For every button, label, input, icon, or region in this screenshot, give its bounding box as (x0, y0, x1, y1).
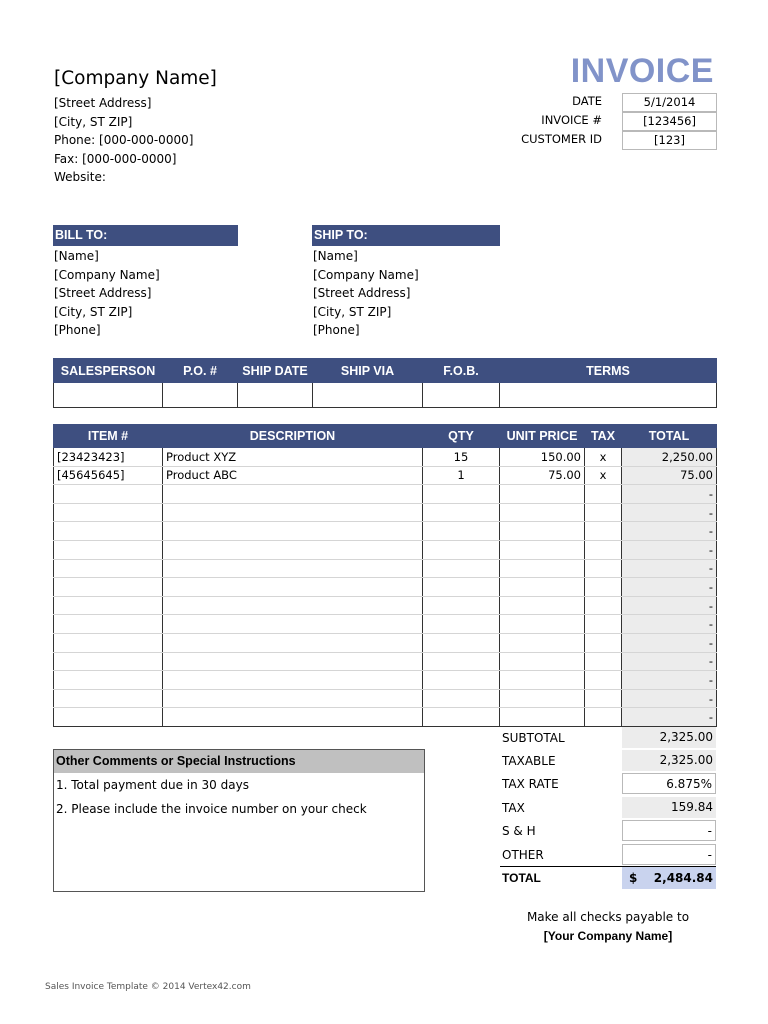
qty-cell[interactable] (423, 522, 500, 541)
subtotal-label: SUBTOTAL (502, 731, 565, 745)
qty-cell[interactable] (423, 615, 500, 634)
description-cell[interactable]: Product ABC (163, 466, 423, 485)
shipping-header-row (54, 359, 717, 383)
bill-to-company: [Company Name] (54, 267, 160, 282)
qty-cell[interactable] (423, 485, 500, 504)
unit-price-cell[interactable] (500, 689, 585, 708)
total-cell: 2,250.00 (622, 448, 717, 467)
item-number-cell[interactable] (54, 578, 163, 597)
qty-cell[interactable] (423, 596, 500, 615)
description-cell[interactable] (163, 708, 423, 727)
unit-price-cell[interactable] (500, 671, 585, 690)
company-website: Website: (54, 170, 106, 185)
shipping-value-row (54, 383, 717, 408)
po-number-field[interactable] (163, 383, 238, 408)
bill-to-street: [Street Address] (54, 286, 152, 301)
table-row (54, 522, 717, 541)
total-cell: - (622, 596, 717, 615)
sh-field[interactable]: - (622, 820, 716, 841)
table-row (54, 633, 717, 652)
item-number-cell[interactable] (54, 522, 163, 541)
table-row (54, 578, 717, 597)
tax-value: 159.84 (622, 797, 716, 818)
description-cell[interactable] (163, 671, 423, 690)
qty-cell[interactable] (423, 503, 500, 522)
total-cell: - (622, 559, 717, 578)
taxable-value: 2,325.00 (622, 750, 716, 771)
salesperson-field[interactable] (54, 383, 163, 408)
total-cell: - (622, 615, 717, 634)
ship-via-field[interactable] (313, 383, 423, 408)
table-row (54, 540, 717, 559)
total-cell: - (622, 708, 717, 727)
ship-via-header: SHIP VIA (313, 359, 423, 383)
description-cell[interactable] (163, 615, 423, 634)
table-row (54, 503, 717, 522)
sh-label: S & H (502, 824, 536, 838)
item-number-cell[interactable]: [23423423] (54, 448, 163, 467)
tax-cell[interactable] (585, 596, 622, 615)
line-items-table (53, 424, 717, 727)
company-city: [City, ST ZIP] (54, 114, 133, 129)
qty-cell[interactable] (423, 652, 500, 671)
fob-field[interactable] (423, 383, 500, 408)
tax-header: TAX (585, 425, 622, 448)
item-number-cell[interactable] (54, 596, 163, 615)
tax-cell[interactable] (585, 708, 622, 727)
tax-cell[interactable] (585, 689, 622, 708)
description-cell[interactable] (163, 522, 423, 541)
total-cell: 75.00 (622, 466, 717, 485)
description-cell[interactable] (163, 540, 423, 559)
ship-date-header: SHIP DATE (238, 359, 313, 383)
company-phone: Phone: [000-000-0000] (54, 133, 194, 148)
company-name: [Company Name] (54, 68, 217, 89)
company-street: [Street Address] (54, 96, 152, 110)
shipping-info-table (53, 358, 717, 408)
table-row (54, 466, 717, 485)
unit-price-cell[interactable]: 75.00 (500, 466, 585, 485)
items-header-row (54, 425, 717, 448)
bill-to-address (54, 247, 160, 340)
comments-header: Other Comments or Special Instructions (54, 750, 424, 773)
description-header: DESCRIPTION (163, 425, 423, 448)
unit-price-cell[interactable] (500, 540, 585, 559)
tax-rate-field[interactable]: 6.875% (622, 773, 716, 794)
comment-line-2[interactable]: 2. Please include the invoice number on your check (56, 802, 367, 816)
footer-credit: Sales Invoice Template © 2014 Vertex42.com (45, 982, 251, 992)
ship-to-name: [Name] (313, 249, 358, 263)
description-cell[interactable] (163, 559, 423, 578)
tax-cell[interactable] (585, 633, 622, 652)
tax-cell[interactable] (585, 559, 622, 578)
table-row (54, 596, 717, 615)
qty-header: QTY (423, 425, 500, 448)
tax-cell[interactable] (585, 578, 622, 597)
table-row (54, 652, 717, 671)
unit-price-cell[interactable] (500, 652, 585, 671)
tax-rate-label: TAX RATE (502, 777, 559, 791)
qty-cell[interactable] (423, 540, 500, 559)
total-row (500, 867, 716, 890)
po-number-header: P.O. # (163, 359, 238, 383)
unit-price-cell[interactable] (500, 615, 585, 634)
unit-price-cell[interactable] (500, 596, 585, 615)
total-cell: - (622, 671, 717, 690)
unit-price-cell[interactable] (500, 708, 585, 727)
total-cell: - (622, 540, 717, 559)
total-cell: - (622, 485, 717, 504)
total-cell: - (622, 652, 717, 671)
qty-cell[interactable] (423, 671, 500, 690)
ship-to-company: [Company Name] (313, 267, 419, 282)
item-number-cell[interactable] (54, 559, 163, 578)
item-number-cell[interactable] (54, 708, 163, 727)
total-value (622, 867, 716, 889)
tax-label: TAX (502, 801, 525, 815)
table-row (54, 485, 717, 504)
tax-cell[interactable] (585, 503, 622, 522)
bill-to-name: [Name] (54, 249, 99, 263)
taxable-label: TAXABLE (502, 754, 556, 768)
item-number-cell[interactable]: [45645645] (54, 466, 163, 485)
ship-to-header: SHIP TO: (312, 225, 500, 246)
fob-header: F.O.B. (423, 359, 500, 383)
item-number-cell[interactable] (54, 503, 163, 522)
terms-header: TERMS (500, 359, 717, 383)
tax-cell[interactable] (585, 652, 622, 671)
item-number-cell[interactable] (54, 485, 163, 504)
total-amount: 2,484.84 (653, 871, 713, 885)
salesperson-header: SALESPERSON (54, 359, 163, 383)
ship-to-city: [City, ST ZIP] (313, 304, 392, 319)
qty-cell[interactable]: 1 (423, 466, 500, 485)
unit-price-cell[interactable] (500, 559, 585, 578)
total-cell: - (622, 522, 717, 541)
unit-price-cell[interactable] (500, 578, 585, 597)
date-field[interactable]: 5/1/2014 (622, 93, 717, 112)
company-fax: Fax: [000-000-0000] (54, 151, 177, 166)
qty-cell[interactable] (423, 633, 500, 652)
customer-id-label: CUSTOMER ID (521, 132, 602, 146)
tax-cell[interactable] (585, 522, 622, 541)
tax-cell[interactable]: x (585, 466, 622, 485)
invoice-number-field[interactable]: [123456] (622, 112, 717, 131)
qty-cell[interactable] (423, 578, 500, 597)
tax-cell[interactable] (585, 540, 622, 559)
description-cell[interactable] (163, 578, 423, 597)
item-number-cell[interactable] (54, 540, 163, 559)
ship-date-field[interactable] (238, 383, 313, 408)
tax-rate-row (500, 773, 716, 796)
invoice-number-label: INVOICE # (541, 113, 602, 127)
other-row (500, 844, 716, 867)
qty-cell[interactable] (423, 689, 500, 708)
tax-cell[interactable] (585, 615, 622, 634)
unit-price-cell[interactable] (500, 485, 585, 504)
table-row (54, 615, 717, 634)
total-header: TOTAL (622, 425, 717, 448)
item-number-cell[interactable] (54, 671, 163, 690)
taxable-row (500, 750, 716, 773)
table-row (54, 559, 717, 578)
item-number-cell[interactable] (54, 615, 163, 634)
table-row (54, 708, 717, 727)
ship-to-street: [Street Address] (313, 286, 411, 301)
date-label: DATE (572, 94, 602, 108)
unit-price-cell[interactable]: 150.00 (500, 448, 585, 467)
total-cell: - (622, 689, 717, 708)
item-number-cell[interactable] (54, 652, 163, 671)
total-cell: - (622, 503, 717, 522)
unit-price-cell[interactable] (500, 522, 585, 541)
bill-to-phone: [Phone] (54, 323, 101, 338)
ship-to-phone: [Phone] (313, 323, 360, 338)
company-address (54, 94, 193, 187)
unit-price-cell[interactable] (500, 503, 585, 522)
tax-row (500, 797, 716, 820)
total-cell: - (622, 633, 717, 652)
qty-cell[interactable] (423, 708, 500, 727)
payable-company: [Your Company Name] (543, 929, 673, 943)
terms-field[interactable] (500, 383, 717, 408)
payable-line: Make all checks payable to (526, 910, 690, 924)
subtotal-row (500, 727, 716, 750)
total-cell: - (622, 578, 717, 597)
payable-note (500, 908, 716, 946)
subtotal-value: 2,325.00 (622, 727, 716, 748)
item-number-header: ITEM # (54, 425, 163, 448)
description-cell[interactable] (163, 596, 423, 615)
tax-cell[interactable] (585, 485, 622, 504)
qty-cell[interactable] (423, 559, 500, 578)
ship-to-address (313, 247, 419, 340)
unit-price-cell[interactable] (500, 633, 585, 652)
table-row (54, 671, 717, 690)
description-cell[interactable] (163, 485, 423, 504)
qty-cell[interactable]: 15 (423, 448, 500, 467)
bill-to-city: [City, ST ZIP] (54, 304, 133, 319)
customer-id-field[interactable]: [123] (622, 131, 717, 150)
other-field[interactable]: - (622, 844, 716, 865)
invoice-title: INVOICE (570, 52, 714, 90)
total-label: TOTAL (502, 871, 541, 885)
description-cell[interactable] (163, 652, 423, 671)
currency-symbol: $ (629, 871, 638, 885)
other-label: OTHER (502, 848, 544, 862)
description-cell[interactable] (163, 633, 423, 652)
comment-line-1[interactable]: 1. Total payment due in 30 days (56, 778, 249, 792)
tax-cell[interactable] (585, 671, 622, 690)
table-row (54, 448, 717, 467)
description-cell[interactable] (163, 689, 423, 708)
item-number-cell[interactable] (54, 689, 163, 708)
table-row (54, 689, 717, 708)
item-number-cell[interactable] (54, 633, 163, 652)
unit-price-header: UNIT PRICE (500, 425, 585, 448)
description-cell[interactable] (163, 503, 423, 522)
description-cell[interactable]: Product XYZ (163, 448, 423, 467)
sh-row (500, 820, 716, 843)
tax-cell[interactable]: x (585, 448, 622, 467)
comments-box (53, 749, 425, 892)
bill-to-header: BILL TO: (53, 225, 238, 246)
